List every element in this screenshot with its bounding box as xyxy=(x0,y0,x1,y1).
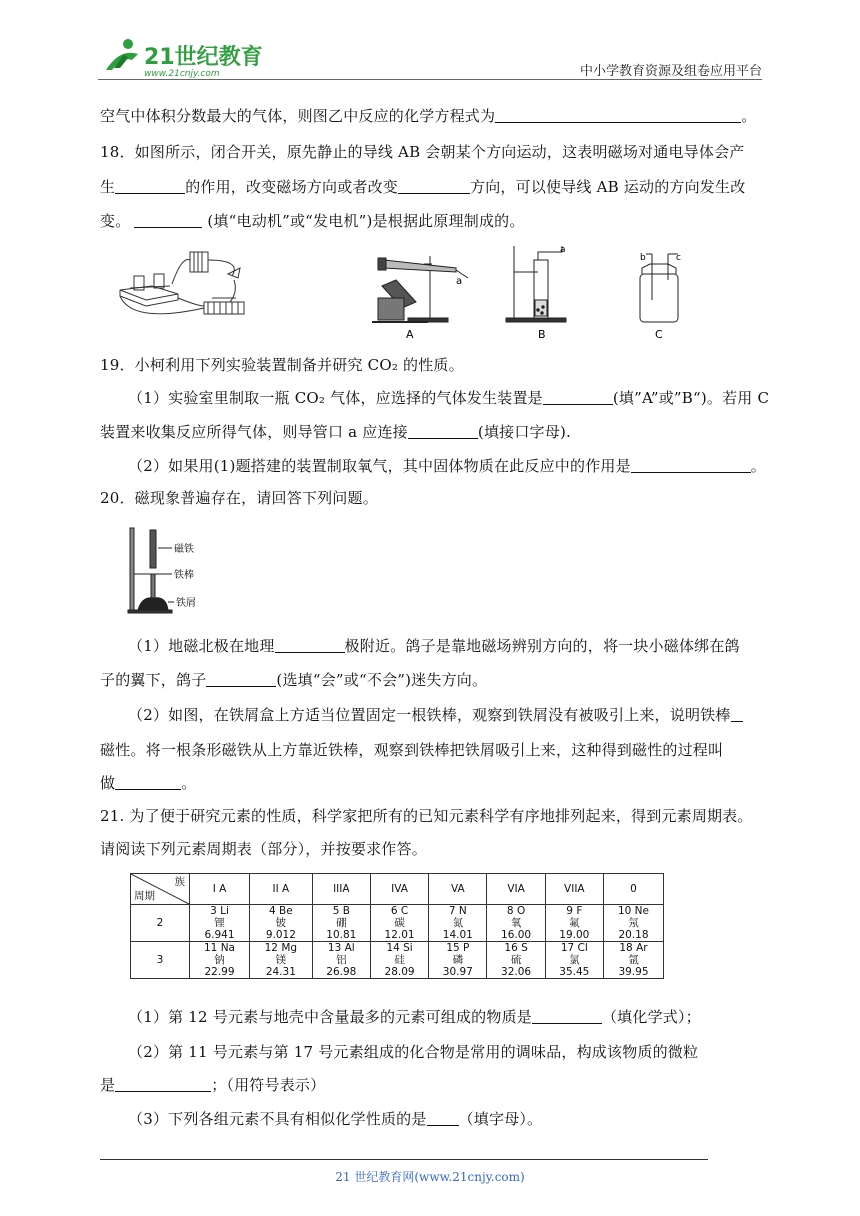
answer-blank[interactable] xyxy=(532,1009,602,1024)
element-cell: 4 Be 铍 9.012 xyxy=(250,905,313,942)
periodic-table xyxy=(130,873,664,979)
answer-blank[interactable] xyxy=(206,672,276,687)
group-header: IVA xyxy=(370,874,428,905)
q21-part2-line1: （2）第 11 号元素与第 17 号元素组成的化合物是常用的调味品，构成该物质的微粒 xyxy=(128,1043,699,1061)
q18-line-1: 18．如图所示，闭合开关，原先静止的导线 AB 会朝某个方向运动，这表明磁场对通电导体会产 xyxy=(100,143,745,161)
element-cell: 7 N 氮 14.01 xyxy=(429,905,487,942)
answer-blank[interactable] xyxy=(495,108,741,123)
motor-circuit-figure xyxy=(112,246,252,330)
label-iron-rod: 铁棒 xyxy=(174,570,194,581)
element-cell: 3 Li 锂 6.941 xyxy=(190,905,250,942)
port-label-b: b xyxy=(640,253,646,263)
answer-blank[interactable] xyxy=(134,213,202,228)
element-cell: 11 Na 钠 22.99 xyxy=(190,942,250,979)
answer-blank[interactable] xyxy=(115,1077,211,1092)
answer-blank[interactable] xyxy=(731,707,743,722)
footer-site[interactable]: 21 世纪教育网(www.21cnjy.com) xyxy=(335,1170,525,1184)
apparatus-b-figure xyxy=(502,242,582,340)
q21-part2-line2: 是 ；（用符号表示） xyxy=(100,1076,326,1094)
element-cell: 9 F 氟 19.00 xyxy=(545,905,603,942)
corner-label-group: 族 xyxy=(174,876,185,888)
answer-blank[interactable] xyxy=(543,390,613,405)
port-label-c: c xyxy=(676,253,681,263)
table-corner-cell xyxy=(131,874,190,905)
element-cell: 12 Mg 镁 24.31 xyxy=(250,942,313,979)
apparatus-c-figure xyxy=(628,250,698,340)
q20-part2-line3: 做 。 xyxy=(100,774,197,792)
q19-part2: （2）如果用(1)题搭建的装置制取氧气，其中固体物质在此反应中的作用是 。 xyxy=(128,457,766,475)
port-label-a: a xyxy=(560,245,566,255)
period-cell: 2 xyxy=(131,905,190,942)
element-cell: 16 S 硫 32.06 xyxy=(487,942,545,979)
element-cell: 14 Si 硅 28.09 xyxy=(370,942,428,979)
q20-part2-line2: 磁性。将一根条形磁铁从上方靠近铁棒，观察到铁棒把铁屑吸引上来，这种得到磁性的过程叫 xyxy=(100,741,724,759)
answer-blank[interactable] xyxy=(275,638,345,653)
answer-blank[interactable] xyxy=(631,458,751,473)
magnet-figure xyxy=(124,524,214,616)
header-divider xyxy=(98,79,762,80)
q21-line-2: 请阅读下列元素周期表（部分），并按要求作答。 xyxy=(100,840,427,858)
tube-label-a: a xyxy=(456,276,463,287)
table-row xyxy=(131,942,664,979)
element-cell: 8 O 氧 16.00 xyxy=(487,905,545,942)
q18-line-2: 生 的作用，改变磁场方向或者改变 方向，可以使导线 AB 运动的方向发生改 xyxy=(100,178,746,196)
q21-part1: （1）第 12 号元素与地壳中含量最多的元素可组成的物质是 （填化学式）； xyxy=(128,1008,701,1026)
q20-part1-line1: （1）地磁北极在地理 极附近。鸽子是靠地磁场辨别方向的，将一块小磁体绑在鸽 xyxy=(128,637,740,655)
period-cell: 3 xyxy=(131,942,190,979)
group-header: 0 xyxy=(603,874,663,905)
q21-part3: （3）下列各组元素不具有相似化学性质的是 （填字母）。 xyxy=(128,1110,543,1128)
element-cell: 6 C 碳 12.01 xyxy=(370,905,428,942)
group-header: IIIA xyxy=(312,874,370,905)
table-row xyxy=(131,905,664,942)
answer-blank[interactable] xyxy=(115,179,185,194)
apparatus-label-b: B xyxy=(538,328,546,340)
answer-blank[interactable] xyxy=(408,424,478,439)
label-magnet: 磁铁 xyxy=(174,544,194,555)
q18-line-3: 变。 (填“电动机”或“发电机”)是根据此原理制成的。 xyxy=(100,212,525,230)
label-iron-filings: 铁屑 xyxy=(176,598,196,609)
element-cell: 13 Al 铝 26.98 xyxy=(312,942,370,979)
group-header: VIA xyxy=(487,874,545,905)
logo-text: 21世纪教育 xyxy=(144,45,263,70)
q20-part1-line2: 子的翼下，鸽子 (选填“会”或“不会”)迷失方向。 xyxy=(100,671,488,689)
text-line-1: 空气中体积分数最大的气体，则图乙中反应的化学方程式为 。 xyxy=(100,107,757,125)
apparatus-label-a: A xyxy=(406,328,414,340)
answer-blank[interactable] xyxy=(398,179,470,194)
apparatus-a-figure xyxy=(368,242,478,340)
q20-title: 20．磁现象普遍存在，请回答下列问题。 xyxy=(100,489,378,507)
group-header: VIIA xyxy=(545,874,603,905)
element-cell: 15 P 磷 30.97 xyxy=(429,942,487,979)
element-cell: 17 Cl 氯 35.45 xyxy=(545,942,603,979)
group-header: I A xyxy=(190,874,250,905)
q20-part2-line1: （2）如图，在铁屑盒上方适当位置固定一根铁棒，观察到铁屑没有被吸引上来，说明铁棒 xyxy=(128,706,743,724)
corner-label-period: 周期 xyxy=(134,890,155,902)
footer-divider xyxy=(100,1159,708,1160)
element-cell: 5 B 硼 10.81 xyxy=(312,905,370,942)
q19-title: 19．小柯利用下列实验装置制备并研究 CO₂ 的性质。 xyxy=(100,356,464,374)
answer-blank[interactable] xyxy=(115,775,181,790)
logo-url: www.21cnjy.com xyxy=(144,69,220,78)
apparatus-label-c: C xyxy=(655,328,663,340)
q19-part1-line1: （1）实验室里制取一瓶 CO₂ 气体，应选择的气体发生装置是 (填”A”或”B“)。若用 C xyxy=(128,389,770,407)
group-header: II A xyxy=(250,874,313,905)
group-header: VA xyxy=(429,874,487,905)
element-cell: 10 Ne 氖 20.18 xyxy=(603,905,663,942)
element-cell: 18 Ar 氩 39.95 xyxy=(603,942,663,979)
answer-blank[interactable] xyxy=(427,1111,459,1126)
header-platform-name: 中小学教育资源及组卷应用平台 xyxy=(579,64,762,79)
q19-part1-line2: 装置来收集反应所得气体，则导管口 a 应连接 (填接口字母). xyxy=(100,423,571,441)
site-logo xyxy=(98,34,268,78)
q21-line-1: 21. 为了便于研究元素的性质，科学家把所有的已知元素科学有序地排列起来，得到元素周期表。 xyxy=(100,807,753,825)
table-header-row xyxy=(131,874,664,905)
